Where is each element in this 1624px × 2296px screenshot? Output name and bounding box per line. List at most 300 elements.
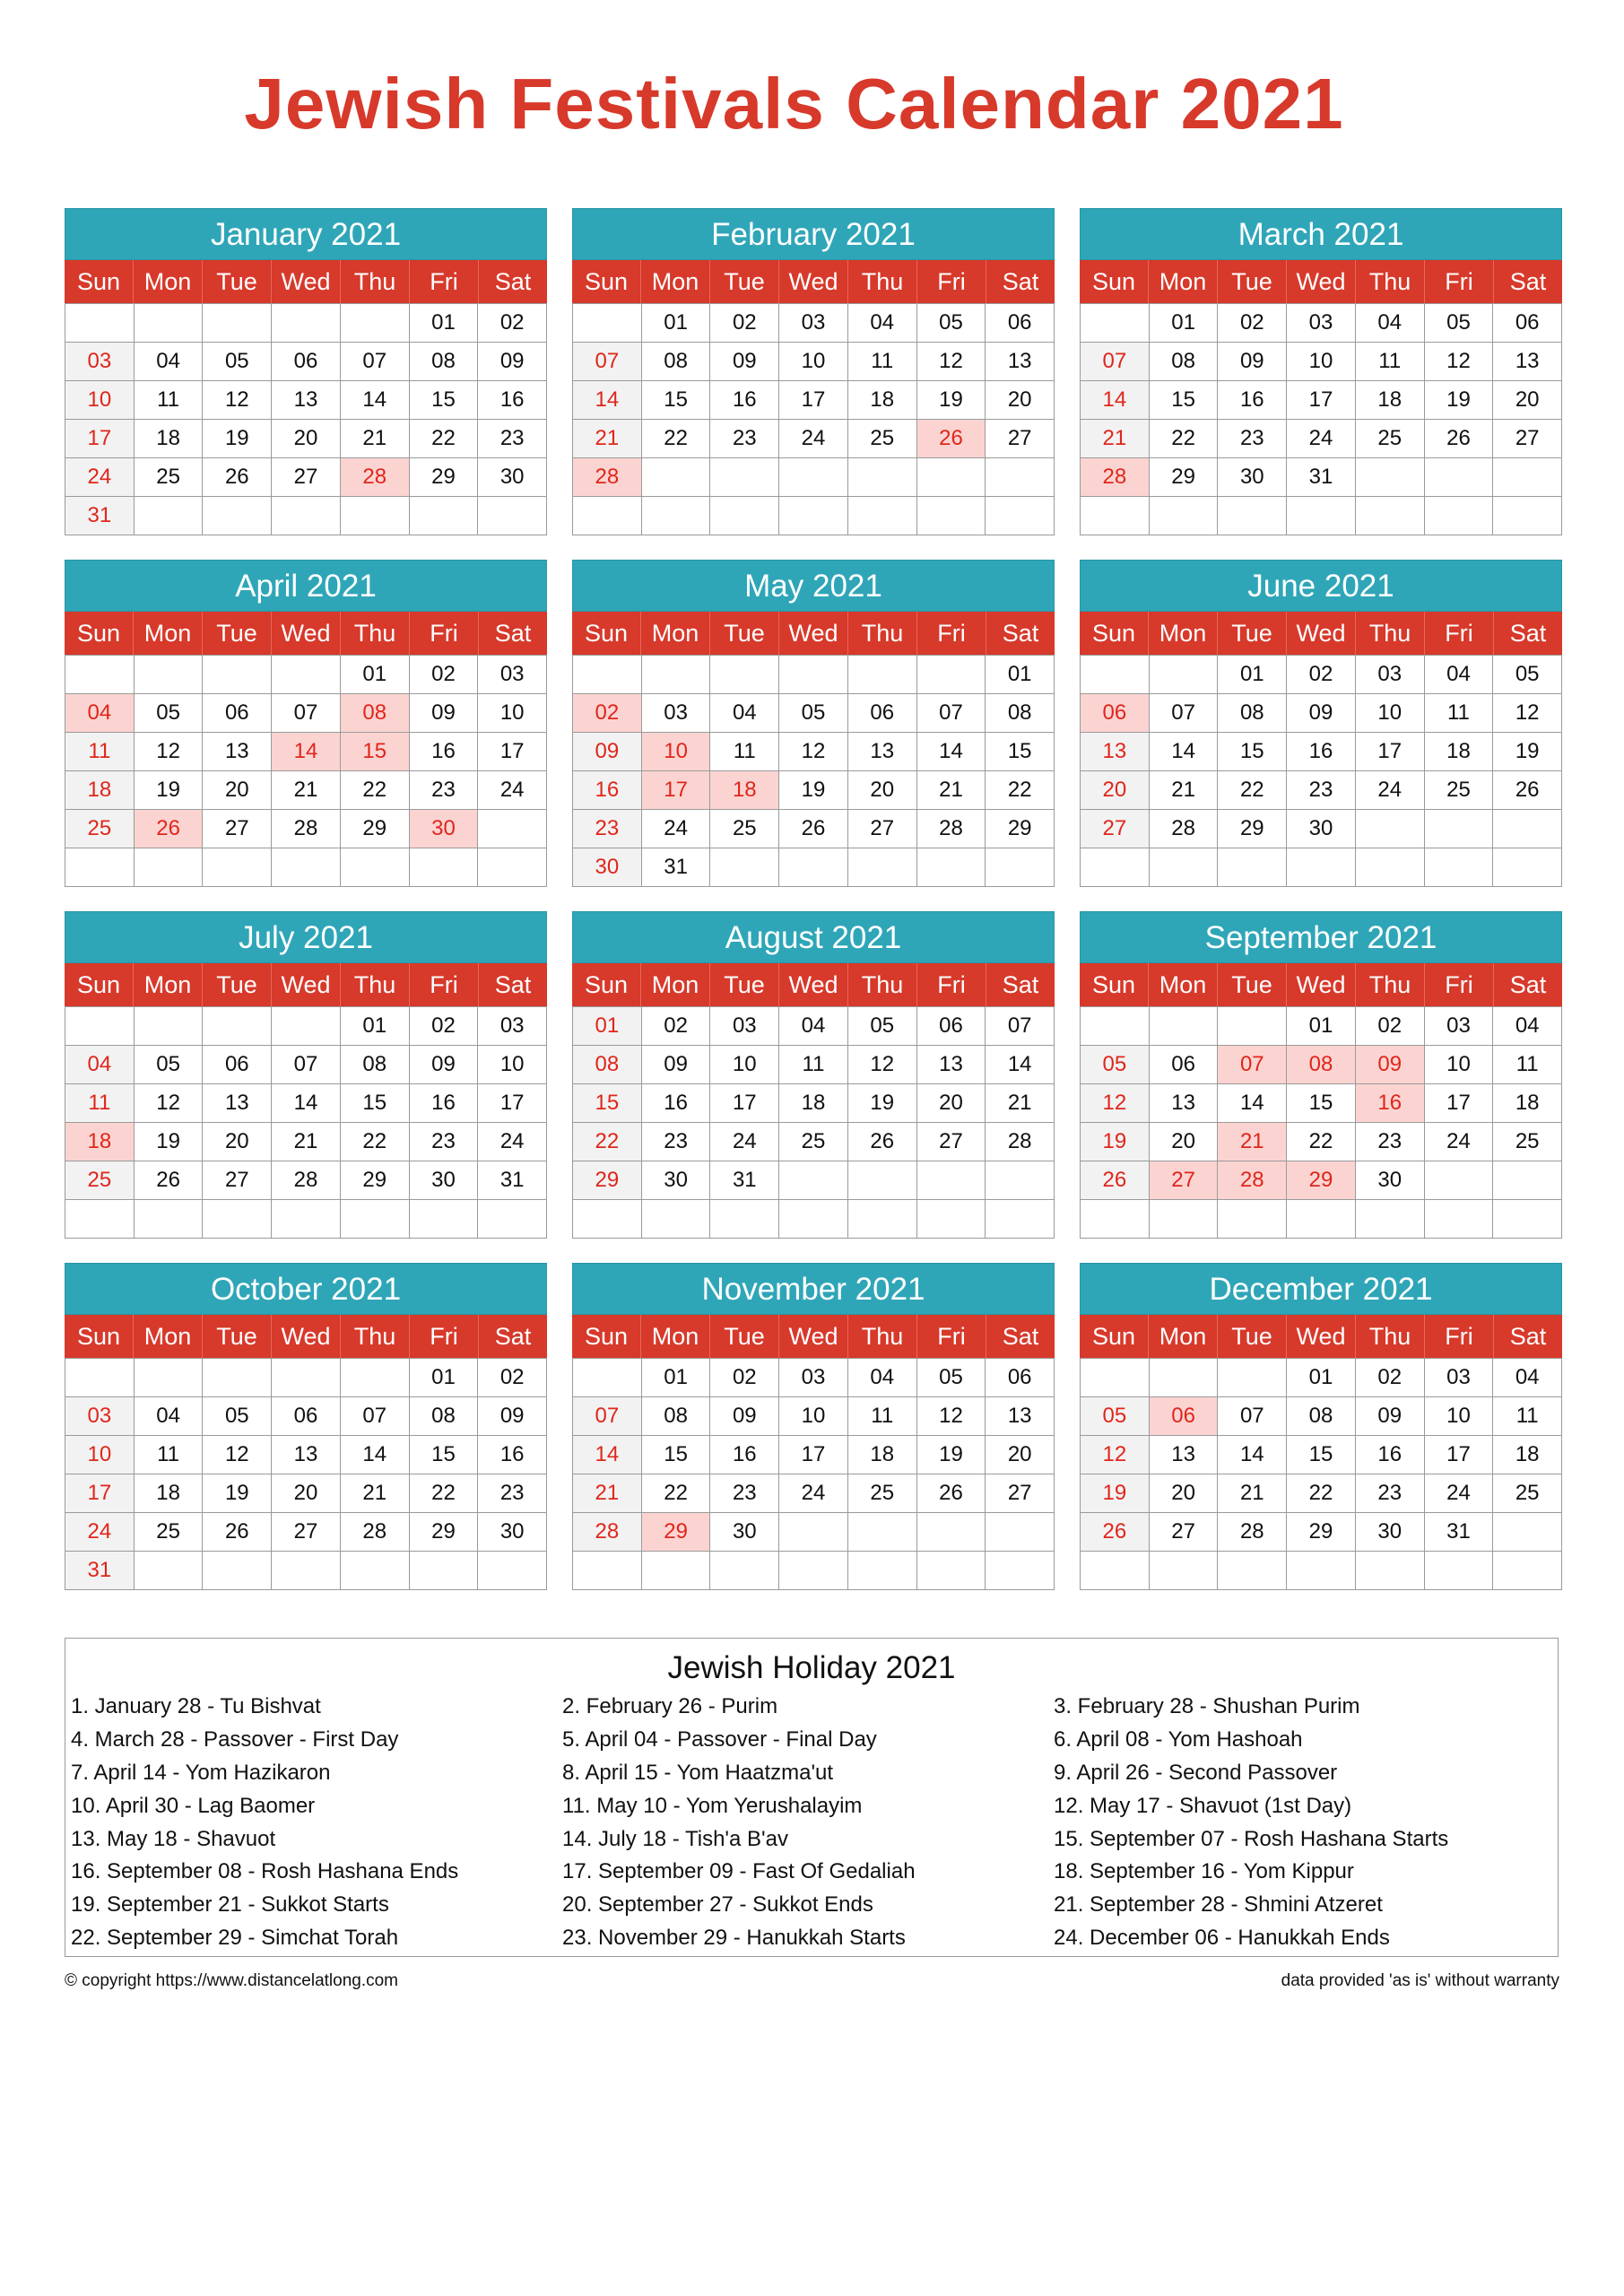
week-row bbox=[1081, 1359, 1562, 1397]
day-cell: 31 bbox=[65, 1552, 135, 1590]
day-cell: 06 bbox=[203, 694, 272, 733]
weekday-label: Sat bbox=[494, 971, 532, 998]
week-row bbox=[573, 1123, 1055, 1161]
day-cell: 28 bbox=[341, 1513, 410, 1552]
day-cell bbox=[203, 1200, 272, 1239]
day-cell bbox=[341, 1359, 410, 1397]
day-cell: 11 bbox=[1356, 343, 1425, 381]
day-cell: 27 bbox=[1081, 810, 1150, 848]
day-cell: 08 bbox=[642, 1397, 711, 1436]
holiday-day-cell: 18 bbox=[710, 771, 779, 810]
day-cell: 10 bbox=[65, 1436, 135, 1474]
day-cell bbox=[848, 458, 917, 497]
day-cell bbox=[65, 1359, 135, 1397]
holiday-day-cell: 26 bbox=[135, 810, 204, 848]
day-cell: 08 bbox=[341, 1046, 410, 1084]
day-cell: 10 bbox=[1425, 1046, 1494, 1084]
day-cell: 12 bbox=[203, 1436, 272, 1474]
day-cell: 30 bbox=[1356, 1161, 1425, 1200]
day-cell bbox=[1150, 848, 1219, 887]
day-cell bbox=[917, 656, 986, 694]
week-row bbox=[65, 1436, 547, 1474]
weekday-label: Mon bbox=[641, 1315, 710, 1358]
day-cell bbox=[1493, 1161, 1562, 1200]
week-row bbox=[573, 1436, 1055, 1474]
day-cell bbox=[1493, 497, 1562, 535]
weekday-label: Tue bbox=[710, 612, 779, 655]
day-cell: 21 bbox=[986, 1084, 1055, 1123]
holiday-list-title: Jewish Holiday 2021 bbox=[667, 1650, 956, 1685]
day-cell: 30 bbox=[1287, 810, 1356, 848]
day-cell: 26 bbox=[779, 810, 848, 848]
day-cell: 19 bbox=[1081, 1474, 1150, 1513]
day-cell: 13 bbox=[203, 1084, 272, 1123]
day-cell bbox=[65, 1007, 135, 1046]
day-cell: 17 bbox=[779, 1436, 848, 1474]
day-cell: 01 bbox=[1218, 656, 1287, 694]
day-cell: 30 bbox=[573, 848, 642, 887]
weekday-label: Wed bbox=[272, 963, 341, 1006]
weekday-label: Sat bbox=[1002, 971, 1039, 998]
month-calendar bbox=[65, 208, 547, 535]
day-cell: 02 bbox=[1356, 1359, 1425, 1397]
weekday-label: Thu bbox=[848, 612, 917, 655]
day-cell: 21 bbox=[272, 1123, 341, 1161]
day-cell: 04 bbox=[1425, 656, 1494, 694]
day-cell: 30 bbox=[478, 1513, 547, 1552]
day-cell: 10 bbox=[478, 1046, 547, 1084]
day-cell: 31 bbox=[1287, 458, 1356, 497]
day-cell bbox=[1150, 1359, 1219, 1397]
day-cell bbox=[779, 1552, 848, 1590]
month-title: June 2021 bbox=[1080, 560, 1562, 612]
day-cell: 04 bbox=[848, 1359, 917, 1397]
week-row bbox=[573, 1397, 1055, 1436]
holiday-item: 21. September 28 - Shmini Atzeret bbox=[1054, 1892, 1383, 1918]
holiday-item: 16. September 08 - Rosh Hashana Ends bbox=[71, 1859, 459, 1884]
day-cell: 01 bbox=[341, 656, 410, 694]
day-cell bbox=[203, 848, 272, 887]
day-cell: 12 bbox=[917, 1397, 986, 1436]
day-cell: 25 bbox=[848, 420, 917, 458]
day-cell bbox=[478, 1200, 547, 1239]
day-cell bbox=[135, 1552, 204, 1590]
day-cell: 17 bbox=[478, 1084, 547, 1123]
month-calendar bbox=[65, 560, 547, 887]
day-cell: 27 bbox=[203, 1161, 272, 1200]
day-cell: 07 bbox=[986, 1007, 1055, 1046]
week-row bbox=[1081, 1552, 1562, 1590]
day-cell: 20 bbox=[272, 420, 341, 458]
day-cell bbox=[341, 1552, 410, 1590]
day-cell bbox=[917, 497, 986, 535]
day-cell bbox=[203, 497, 272, 535]
day-cell bbox=[203, 304, 272, 343]
day-cell: 14 bbox=[986, 1046, 1055, 1084]
holiday-item: 20. September 27 - Sukkot Ends bbox=[562, 1892, 873, 1918]
week-row bbox=[65, 694, 547, 733]
weekday-label: Wed bbox=[1287, 963, 1356, 1006]
day-cell: 12 bbox=[779, 733, 848, 771]
day-cell bbox=[573, 1200, 642, 1239]
day-cell: 05 bbox=[1081, 1046, 1150, 1084]
day-cell: 24 bbox=[1425, 1474, 1494, 1513]
weekday-label: Sun bbox=[65, 612, 134, 655]
day-cell: 06 bbox=[203, 1046, 272, 1084]
holiday-item: 22. September 29 - Simchat Torah bbox=[71, 1926, 399, 1951]
day-cell: 27 bbox=[986, 420, 1055, 458]
day-cell: 19 bbox=[1493, 733, 1562, 771]
day-cell: 14 bbox=[341, 381, 410, 420]
day-cell bbox=[1493, 810, 1562, 848]
weekday-label: Wed bbox=[779, 612, 848, 655]
day-cell: 02 bbox=[1218, 304, 1287, 343]
day-cell: 21 bbox=[1218, 1474, 1287, 1513]
day-cell: 03 bbox=[1356, 656, 1425, 694]
weekday-label: Mon bbox=[641, 963, 710, 1006]
holiday-day-cell: 15 bbox=[341, 733, 410, 771]
month-title: October 2021 bbox=[65, 1263, 547, 1315]
day-cell: 19 bbox=[135, 771, 204, 810]
day-cell: 18 bbox=[135, 1474, 204, 1513]
day-cell bbox=[1493, 458, 1562, 497]
day-cell: 05 bbox=[779, 694, 848, 733]
day-cell bbox=[848, 1513, 917, 1552]
day-cell: 23 bbox=[573, 810, 642, 848]
day-cell bbox=[341, 1200, 410, 1239]
day-cell bbox=[1081, 848, 1150, 887]
holiday-item: 8. April 15 - Yom Haatzma'ut bbox=[562, 1760, 834, 1785]
day-cell: 12 bbox=[1493, 694, 1562, 733]
day-cell: 19 bbox=[848, 1084, 917, 1123]
day-cell: 30 bbox=[710, 1513, 779, 1552]
day-cell: 19 bbox=[1081, 1123, 1150, 1161]
week-row bbox=[573, 1046, 1055, 1084]
day-cell: 27 bbox=[1150, 1513, 1219, 1552]
week-row bbox=[1081, 458, 1562, 497]
week-row bbox=[65, 381, 547, 420]
holiday-day-cell: 28 bbox=[1081, 458, 1150, 497]
day-cell bbox=[986, 1552, 1055, 1590]
day-cell: 09 bbox=[410, 1046, 479, 1084]
day-cell: 01 bbox=[1287, 1359, 1356, 1397]
weekday-label: Sun bbox=[572, 612, 641, 655]
day-cell: 10 bbox=[65, 381, 135, 420]
weekday-label: Tue bbox=[1218, 1315, 1287, 1358]
holiday-item: 1. January 28 - Tu Bishvat bbox=[71, 1694, 321, 1718]
day-grid bbox=[1080, 303, 1562, 535]
day-cell: 04 bbox=[779, 1007, 848, 1046]
weekday-label: Fri bbox=[1425, 260, 1494, 303]
day-cell: 24 bbox=[710, 1123, 779, 1161]
day-cell: 20 bbox=[272, 1474, 341, 1513]
weekday-label: Sat bbox=[494, 268, 532, 295]
day-cell: 15 bbox=[986, 733, 1055, 771]
copyright-text: © copyright https://www.distancelatlong.com bbox=[65, 1971, 399, 1990]
day-cell: 26 bbox=[203, 458, 272, 497]
day-cell: 12 bbox=[1081, 1436, 1150, 1474]
day-grid bbox=[572, 303, 1055, 535]
day-cell bbox=[1150, 497, 1219, 535]
day-cell: 05 bbox=[917, 304, 986, 343]
day-cell: 27 bbox=[272, 1513, 341, 1552]
weekday-label: Tue bbox=[203, 1315, 272, 1358]
day-cell bbox=[917, 1161, 986, 1200]
day-cell: 25 bbox=[135, 458, 204, 497]
day-cell: 03 bbox=[779, 1359, 848, 1397]
day-cell bbox=[1493, 1200, 1562, 1239]
day-cell: 31 bbox=[642, 848, 711, 887]
day-cell: 04 bbox=[848, 304, 917, 343]
holiday-day-cell: 29 bbox=[642, 1513, 711, 1552]
day-cell: 17 bbox=[1425, 1084, 1494, 1123]
holiday-item: 10. April 30 - Lag Baomer bbox=[71, 1793, 316, 1818]
day-cell: 09 bbox=[410, 694, 479, 733]
day-cell bbox=[1218, 1200, 1287, 1239]
disclaimer-text: data provided 'as is' without warranty bbox=[1281, 1971, 1559, 1990]
weekday-label: Mon bbox=[134, 612, 203, 655]
day-cell bbox=[341, 848, 410, 887]
day-cell: 29 bbox=[341, 1161, 410, 1200]
day-cell bbox=[135, 656, 204, 694]
day-cell: 08 bbox=[410, 343, 479, 381]
day-cell bbox=[917, 458, 986, 497]
week-row bbox=[65, 304, 547, 343]
day-cell: 26 bbox=[917, 1474, 986, 1513]
week-row bbox=[573, 1084, 1055, 1123]
week-row bbox=[65, 656, 547, 694]
day-cell bbox=[1287, 1200, 1356, 1239]
week-row bbox=[65, 1123, 547, 1161]
weekday-label: Tue bbox=[203, 260, 272, 303]
day-cell: 18 bbox=[1425, 733, 1494, 771]
month-title: April 2021 bbox=[65, 560, 547, 612]
day-cell: 02 bbox=[1356, 1007, 1425, 1046]
holiday-day-cell: 16 bbox=[1356, 1084, 1425, 1123]
day-cell bbox=[410, 1200, 479, 1239]
day-cell: 31 bbox=[478, 1161, 547, 1200]
day-cell bbox=[779, 497, 848, 535]
day-cell bbox=[1150, 656, 1219, 694]
holiday-day-cell: 06 bbox=[1150, 1397, 1219, 1436]
day-cell: 17 bbox=[779, 381, 848, 420]
day-cell bbox=[203, 1552, 272, 1590]
holiday-day-cell: 04 bbox=[65, 694, 135, 733]
day-cell bbox=[272, 656, 341, 694]
day-cell: 20 bbox=[917, 1084, 986, 1123]
week-row bbox=[65, 1161, 547, 1200]
day-grid bbox=[1080, 1006, 1562, 1239]
day-cell bbox=[917, 1513, 986, 1552]
day-cell: 17 bbox=[65, 1474, 135, 1513]
day-cell: 07 bbox=[341, 1397, 410, 1436]
day-cell: 09 bbox=[710, 343, 779, 381]
day-cell: 05 bbox=[1081, 1397, 1150, 1436]
day-cell: 02 bbox=[410, 656, 479, 694]
day-grid bbox=[65, 655, 547, 887]
day-cell: 03 bbox=[478, 1007, 547, 1046]
week-row bbox=[1081, 771, 1562, 810]
day-cell bbox=[779, 458, 848, 497]
weekday-label: Wed bbox=[1287, 612, 1356, 655]
day-cell: 17 bbox=[1425, 1436, 1494, 1474]
weekday-label: Wed bbox=[779, 1315, 848, 1358]
weekday-label: Wed bbox=[1287, 1315, 1356, 1358]
day-cell bbox=[642, 458, 711, 497]
day-cell: 29 bbox=[1150, 458, 1219, 497]
day-cell: 06 bbox=[986, 304, 1055, 343]
day-cell: 11 bbox=[1425, 694, 1494, 733]
day-cell: 05 bbox=[135, 1046, 204, 1084]
day-cell: 11 bbox=[710, 733, 779, 771]
day-cell: 08 bbox=[1150, 343, 1219, 381]
day-cell: 31 bbox=[65, 497, 135, 535]
day-cell bbox=[573, 1552, 642, 1590]
day-cell: 27 bbox=[1493, 420, 1562, 458]
weekday-label: Fri bbox=[917, 1315, 986, 1358]
holiday-item: 18. September 16 - Yom Kippur bbox=[1054, 1859, 1354, 1884]
day-cell: 14 bbox=[272, 1084, 341, 1123]
day-cell: 10 bbox=[710, 1046, 779, 1084]
day-cell: 23 bbox=[710, 420, 779, 458]
weekday-label: Sat bbox=[1509, 620, 1547, 647]
month-title: September 2021 bbox=[1080, 911, 1562, 963]
weekday-label: Sun bbox=[572, 963, 641, 1006]
week-row bbox=[1081, 1474, 1562, 1513]
day-cell: 04 bbox=[710, 694, 779, 733]
day-cell: 28 bbox=[986, 1123, 1055, 1161]
day-cell: 13 bbox=[1150, 1436, 1219, 1474]
day-cell: 28 bbox=[272, 1161, 341, 1200]
week-row bbox=[1081, 810, 1562, 848]
week-row bbox=[1081, 381, 1562, 420]
day-cell bbox=[848, 1161, 917, 1200]
week-row bbox=[573, 1359, 1055, 1397]
weekday-label: Sun bbox=[572, 260, 641, 303]
day-cell: 22 bbox=[341, 771, 410, 810]
day-cell: 01 bbox=[1150, 304, 1219, 343]
day-cell: 15 bbox=[642, 1436, 711, 1474]
weekday-label: Sat bbox=[494, 1323, 532, 1350]
day-cell: 18 bbox=[1493, 1436, 1562, 1474]
day-cell: 22 bbox=[341, 1123, 410, 1161]
week-row bbox=[65, 1200, 547, 1239]
holiday-item: 24. December 06 - Hanukkah Ends bbox=[1054, 1926, 1390, 1951]
day-cell: 23 bbox=[1218, 420, 1287, 458]
week-row bbox=[65, 771, 547, 810]
day-cell bbox=[1218, 1552, 1287, 1590]
month-title: February 2021 bbox=[572, 208, 1055, 260]
day-cell: 20 bbox=[1150, 1123, 1219, 1161]
month-title: March 2021 bbox=[1080, 208, 1562, 260]
day-cell: 22 bbox=[1218, 771, 1287, 810]
day-cell bbox=[1493, 1513, 1562, 1552]
day-cell: 04 bbox=[135, 1397, 204, 1436]
weekday-label: Tue bbox=[1218, 963, 1287, 1006]
day-cell: 14 bbox=[573, 381, 642, 420]
day-cell bbox=[1081, 1007, 1150, 1046]
day-cell: 27 bbox=[917, 1123, 986, 1161]
day-cell bbox=[710, 848, 779, 887]
week-row bbox=[1081, 420, 1562, 458]
week-row bbox=[1081, 656, 1562, 694]
week-row bbox=[65, 810, 547, 848]
holiday-item: 3. February 28 - Shushan Purim bbox=[1054, 1694, 1360, 1718]
weekday-header bbox=[1080, 612, 1562, 655]
day-cell: 15 bbox=[341, 1084, 410, 1123]
day-cell: 08 bbox=[1218, 694, 1287, 733]
month-title: August 2021 bbox=[572, 911, 1055, 963]
day-cell: 15 bbox=[1287, 1436, 1356, 1474]
weekday-label: Mon bbox=[641, 612, 710, 655]
weekday-label: Sat bbox=[1002, 268, 1039, 295]
day-cell: 23 bbox=[710, 1474, 779, 1513]
day-cell: 25 bbox=[65, 1161, 135, 1200]
day-cell: 30 bbox=[478, 458, 547, 497]
day-cell: 11 bbox=[135, 1436, 204, 1474]
day-grid bbox=[65, 1006, 547, 1239]
holiday-item: 5. April 04 - Passover - Final Day bbox=[562, 1726, 877, 1752]
day-cell: 14 bbox=[573, 1436, 642, 1474]
day-cell: 25 bbox=[1425, 771, 1494, 810]
weekday-label: Fri bbox=[1425, 1315, 1494, 1358]
day-cell: 03 bbox=[65, 1397, 135, 1436]
day-cell: 24 bbox=[779, 1474, 848, 1513]
day-cell: 07 bbox=[1150, 694, 1219, 733]
day-cell: 27 bbox=[203, 810, 272, 848]
day-cell: 13 bbox=[272, 381, 341, 420]
holiday-day-cell: 27 bbox=[1150, 1161, 1219, 1200]
weekday-label: Sat bbox=[494, 620, 532, 647]
day-cell bbox=[779, 848, 848, 887]
day-cell bbox=[642, 656, 711, 694]
holiday-item: 17. September 09 - Fast Of Gedaliah bbox=[562, 1859, 916, 1884]
weekday-label: Mon bbox=[641, 260, 710, 303]
day-cell bbox=[917, 1200, 986, 1239]
weekday-label: Fri bbox=[410, 963, 479, 1006]
week-row bbox=[65, 1007, 547, 1046]
day-cell: 11 bbox=[848, 1397, 917, 1436]
day-cell bbox=[573, 304, 642, 343]
day-cell: 11 bbox=[848, 343, 917, 381]
day-cell: 17 bbox=[710, 1084, 779, 1123]
holiday-day-cell: 28 bbox=[573, 458, 642, 497]
day-cell: 17 bbox=[478, 733, 547, 771]
day-cell: 16 bbox=[642, 1084, 711, 1123]
day-cell: 18 bbox=[848, 381, 917, 420]
day-cell: 11 bbox=[65, 1084, 135, 1123]
day-cell: 28 bbox=[1218, 1513, 1287, 1552]
holiday-day-cell: 10 bbox=[642, 733, 711, 771]
day-cell: 29 bbox=[1218, 810, 1287, 848]
day-cell: 02 bbox=[478, 1359, 547, 1397]
day-cell bbox=[986, 1513, 1055, 1552]
weekday-label: Sun bbox=[1080, 963, 1149, 1006]
holiday-item: 19. September 21 - Sukkot Starts bbox=[71, 1892, 389, 1918]
day-cell: 12 bbox=[1425, 343, 1494, 381]
day-cell bbox=[1493, 848, 1562, 887]
weekday-label: Wed bbox=[779, 260, 848, 303]
day-cell: 02 bbox=[642, 1007, 711, 1046]
day-cell: 30 bbox=[1356, 1513, 1425, 1552]
weekday-label: Wed bbox=[779, 963, 848, 1006]
day-cell: 11 bbox=[779, 1046, 848, 1084]
day-cell bbox=[65, 656, 135, 694]
day-cell: 29 bbox=[341, 810, 410, 848]
day-cell: 20 bbox=[1081, 771, 1150, 810]
day-cell: 22 bbox=[410, 1474, 479, 1513]
day-cell: 12 bbox=[135, 1084, 204, 1123]
